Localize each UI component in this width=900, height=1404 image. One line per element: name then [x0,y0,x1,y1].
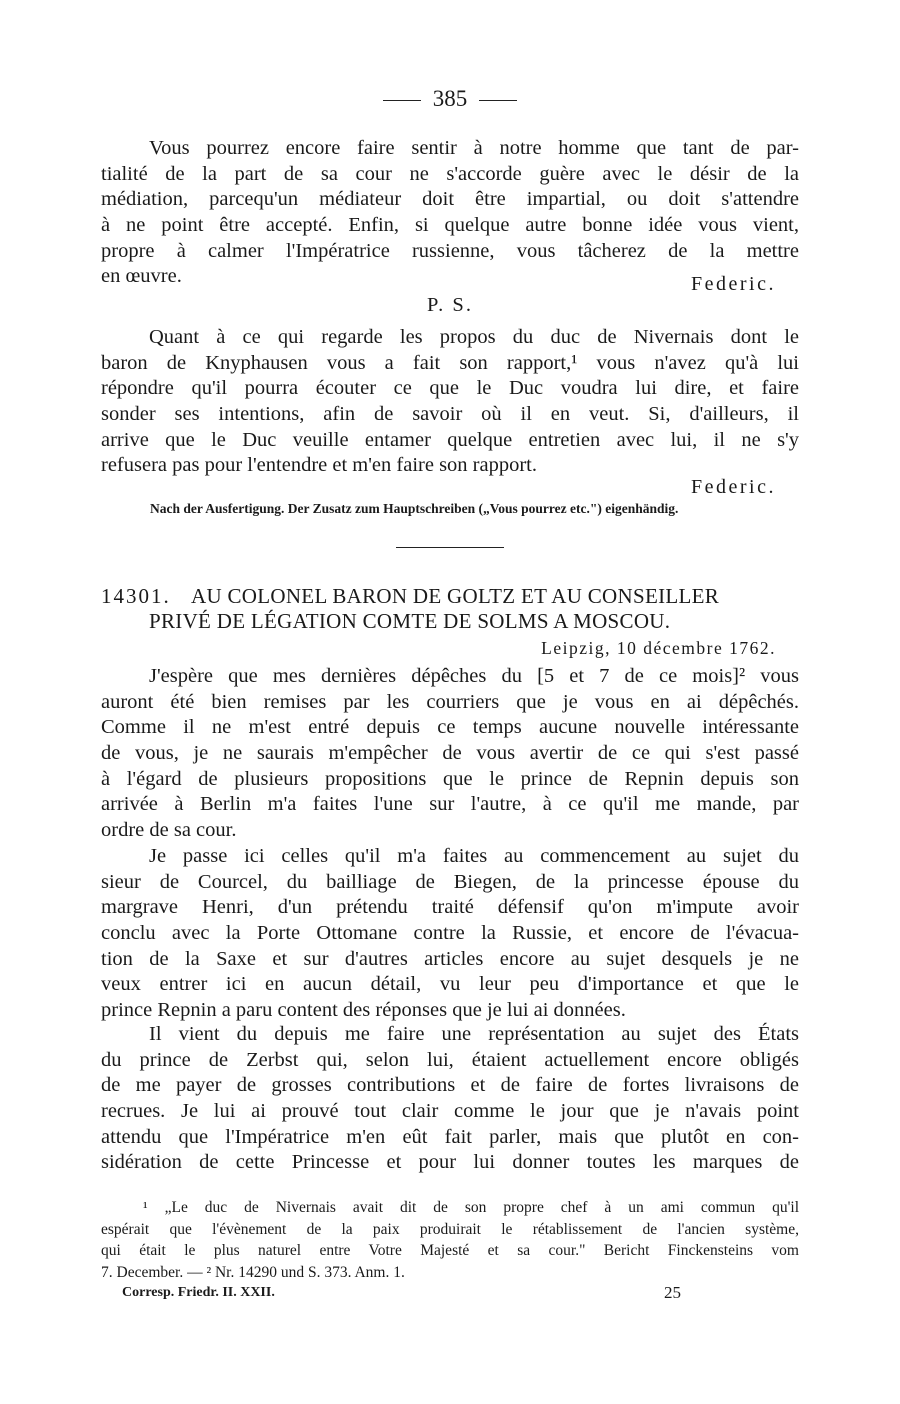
text-line: Vous pourrez encore faire sentir à notre homme que tant de par- [149,137,799,159]
text-line: sonder ses intentions, afin de savoir où il en veut. Si, d'ailleurs, il [101,403,799,426]
footnote-line: 7. December. — ² Nr. 14290 und S. 373. Anm. 1. [101,1263,405,1281]
text-line: veux entrer ici en aucun détail, vu leur peu d'importance et que le [101,973,799,996]
text-line: de vous, je ne saurais m'empêcher de vous avertir de ce qui s'est passé [101,742,799,765]
header-dash-right [479,100,517,101]
text-line: conclu avec la Porte Ottomane contre la Russie, et encore de l'évacua- [101,922,799,945]
letter-title-line-1: AU COLONEL BARON DE GOLTZ ET AU CONSEILLER [191,584,720,608]
footnote-line: ¹ „Le duc de Nivernais avait dit de son propre chef à un ami commun qu'il [143,1199,799,1216]
text-line: à l'égard de plusieurs propositions que le prince de Repnin depuis son [101,767,799,790]
text-line: auront été bien remises par les courriers que je vous en ai dépêchés. [101,690,799,713]
paragraph-jespere [101,664,799,844]
page-header [0,86,900,112]
signature-federic-1: Federic. [691,273,776,295]
footer-source: Corresp. Friedr. II. XXII. [122,1285,275,1300]
text-line: tion de la Saxe et sur d'autres articles encore au sujet desquels je ne [101,947,799,970]
text-line: attendu que l'Impératrice m'en eût fait parler, mais que plutôt en con- [101,1125,799,1148]
footnote-line: espérait que l'évènement de la paix produirait le rétablissement de l'ancien système, [101,1220,799,1238]
text-line: refusera pas pour l'entendre et m'en faire son rapport. [101,454,537,477]
text-line: de me payer de grosses contributions et de faire de fortes livraisons de [101,1074,799,1097]
signature-federic-2: Federic. [691,476,776,498]
text-line: arrive que le Duc veuille entamer quelque entretien avec lui, il ne s'y [101,428,799,451]
text-line: sidération de cette Princesse et pour lui donner toutes les marques de [101,1151,799,1174]
text-line: en œuvre. [101,265,182,288]
footnote-line: qui était le plus naturel entre Votre Majesté et sa cour." Bericht Finckensteins vom [101,1242,799,1259]
paragraph-ps [101,325,799,479]
text-line: Je passe ici celles qu'il m'a faites au commencement au sujet du [149,845,799,867]
paragraph-vous-pourrez [101,136,799,290]
text-line: Comme il ne m'est entré depuis ce temps aucune nouvelle intéressante [101,716,799,739]
text-line: tialité de la part de sa cour ne s'accorde guère avec le désir de la [101,162,799,185]
text-line: ordre de sa cour. [101,819,237,842]
text-line: baron de Knyphausen vous a fait son rapport,¹ vous n'avez qu'à lui [101,351,799,374]
text-line: à ne point être accepté. Enfin, si quelque autre bonne idée vous vient, [101,214,799,237]
text-line: sieur de Courcel, du bailliage de Biegen, de la princesse épouse du [101,870,799,893]
text-line: répondre qu'il pourra écouter ce que le Duc voudra lui dire, et faire [101,377,799,400]
text-line: Il vient du depuis me faire une représentation au sujet des États [149,1023,799,1045]
ps-heading: P. S. [427,294,473,316]
text-line: J'espère que mes dernières dépêches du [5 et 7 de ce mois]² vous [149,665,799,687]
section-divider [396,547,504,548]
letter-number: 14301. [101,584,171,608]
text-line: médiation, parcequ'un médiateur doit être impartial, ou doit s'attendre [101,188,799,211]
text-line: arrivée à Berlin m'a faites l'une sur l'autre, à ce qu'il me mande, par [101,793,799,816]
footer-sheet-number: 25 [664,1283,681,1302]
page-number: 385 [432,86,468,111]
footnotes [101,1197,799,1283]
text-line: propre à calmer l'Impératrice russienne, vous tâcherez de la mettre [101,239,799,262]
text-line: margrave Henri, d'un prétendu traité défensif qu'on m'impute avoir [101,896,799,919]
text-line: recrues. Je lui ai prouvé tout clair comme le jour que je n'avais point [101,1100,799,1123]
paragraph-je-passe [101,844,799,1024]
header-dash-left [383,100,421,101]
source-note: Nach der Ausfertigung. Der Zusatz zum Hauptschreiben („Vous pourrez etc.") eigenhändig. [150,501,679,516]
text-line: Quant à ce qui regarde les propos du duc de Nivernais dont le [149,326,799,348]
text-line: prince Repnin a paru content des réponses que je lui ai données. [101,999,626,1022]
place-date: Leipzig, 10 décembre 1762. [541,638,776,658]
letter-title-line-2: PRIVÉ DE LÉGATION COMTE DE SOLMS A MOSCOU. [149,609,671,633]
text-line: du prince de Zerbst qui, selon lui, étaient actuellement encore obligés [101,1048,799,1071]
paragraph-il-vient [101,1022,799,1176]
